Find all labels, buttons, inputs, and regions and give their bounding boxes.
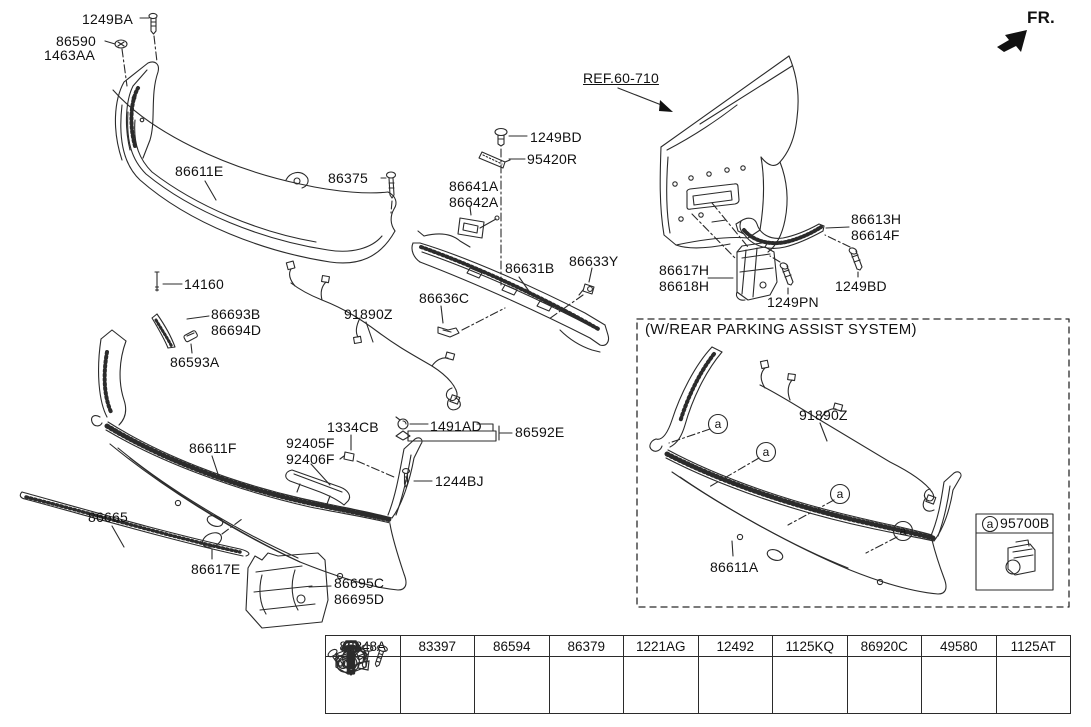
ref-60-710-label: REF.60-710 [583, 70, 659, 86]
clip-86633Y-icon [549, 268, 594, 319]
fastener-col-86379: 86379 [549, 636, 624, 657]
part-label-95420R: 95420R [527, 151, 578, 167]
fastener-col-86848A: 86848A [326, 636, 401, 657]
part-label-86590: 86590 [56, 33, 96, 49]
part-label-86593A: 86593A [170, 354, 220, 370]
wiring-harness-art [286, 261, 460, 410]
part-label-1249BD-right: 1249BD [835, 278, 887, 294]
under-cover-art [246, 553, 331, 628]
fastener-col-1125AT: 1125AT [996, 636, 1071, 657]
part-label-95700B: 95700B [1000, 515, 1050, 531]
marker-letter: a [899, 524, 907, 538]
fastener-table-header-row [326, 636, 1071, 657]
fr-arrow-icon [997, 30, 1027, 52]
part-label-86592E: 86592E [515, 424, 565, 440]
part-label-1491AD: 1491AD [430, 418, 482, 434]
car-body-art [660, 56, 798, 259]
flange-bolt-icon [922, 657, 997, 714]
fastener-col-83397: 83397 [400, 636, 475, 657]
marker-letter: a [714, 417, 722, 431]
part-label-86641A-86642A [449, 178, 498, 210]
fastener-col-1221AG: 1221AG [624, 636, 699, 657]
part-label-1244BJ: 1244BJ [435, 473, 484, 489]
plug-icon [549, 657, 624, 714]
screw-icon [624, 657, 699, 714]
part-label-1249BA: 1249BA [82, 11, 134, 27]
fastener-col-49580: 49580 [922, 636, 997, 657]
clip-nut-icon [475, 657, 550, 714]
fr-label: FR. [1027, 8, 1055, 27]
part-label-86636C: 86636C [419, 290, 470, 306]
screw-set-icon [847, 657, 922, 714]
parking-box-title: (W/REAR PARKING ASSIST SYSTEM) [645, 321, 917, 338]
part-label-86694D: 86694D [211, 322, 262, 338]
part-label-91890Z-box: 91890Z [799, 407, 848, 423]
part-label-86614F: 86614F [851, 227, 900, 243]
clip-1334CB-icon [340, 435, 394, 477]
part-label-86665: 86665 [88, 509, 128, 525]
part-label-1249BD-top: 1249BD [530, 129, 582, 145]
bracket-86617H-art [708, 242, 777, 300]
part-label-86642A: 86642A [449, 194, 499, 210]
fastener-col-1125KQ: 1125KQ [773, 636, 848, 657]
part-label-86375: 86375 [328, 170, 368, 186]
part-label-86611F: 86611F [189, 440, 237, 456]
part-label-92406F: 92406F [286, 451, 335, 467]
part-label-92405F-92406F [286, 435, 335, 467]
part-label-1463AA: 1463AA [44, 47, 96, 63]
part-label-86695C-86695D [334, 575, 384, 607]
legend-marker-letter: a [986, 517, 994, 531]
lower-bumper-art [92, 330, 422, 590]
flange-bolt-icon [773, 657, 848, 714]
grommet-icon [400, 657, 475, 714]
screw-icon [698, 657, 773, 714]
flange-bolt-icon [996, 657, 1071, 714]
part-label-86633Y: 86633Y [569, 253, 619, 269]
part-label-86617H-86618H [659, 262, 709, 294]
part-label-86695C: 86695C [334, 575, 385, 591]
part-label-1249PN: 1249PN [767, 294, 819, 310]
reflector-95420R-icon [479, 152, 525, 168]
part-label-86617E: 86617E [191, 561, 241, 577]
fastener-col-86920C: 86920C [847, 636, 922, 657]
parking-sensor-icon [1006, 540, 1035, 575]
clip-86636C-icon [438, 306, 505, 337]
fastener-table [325, 635, 1071, 714]
part-label-86611E: 86611E [175, 163, 224, 179]
screw-1249BA-icon [140, 13, 157, 62]
ref-arrow [618, 88, 673, 112]
part-label-86631B: 86631B [505, 260, 555, 276]
fastener-col-12492: 12492 [698, 636, 773, 657]
parking-assist-box [637, 319, 1069, 607]
part-label-86695D: 86695D [334, 591, 385, 607]
part-label-1334CB: 1334CB [327, 419, 379, 435]
part-label-86693B: 86693B [211, 306, 261, 322]
clip-86593A-icon [183, 330, 198, 353]
part-label-86613H: 86613H [851, 211, 902, 227]
part-label-86641A: 86641A [449, 178, 499, 194]
fastener-table-icon-row [326, 657, 1071, 714]
part-label-86617H: 86617H [659, 262, 710, 278]
upper-bumper-art [113, 62, 396, 263]
part-label-91890Z: 91890Z [344, 306, 393, 322]
part-label-14160: 14160 [184, 276, 224, 292]
part-label-86618H: 86618H [659, 278, 710, 294]
part-label-92405F: 92405F [286, 435, 335, 451]
marker-letter: a [762, 445, 770, 459]
bracket-86641A-icon [458, 207, 499, 238]
part-label-86693B-86694D [211, 306, 261, 338]
clip-86590-icon [105, 40, 127, 86]
stud-14160-icon [155, 272, 182, 291]
part-label-86613H-86614F [851, 211, 901, 243]
marker-letter: a [836, 487, 844, 501]
fastener-col-86594: 86594 [475, 636, 550, 657]
bracket-86693B-icon [152, 314, 209, 348]
leader-86611E [205, 181, 216, 200]
part-label-86611A: 86611A [710, 559, 759, 575]
